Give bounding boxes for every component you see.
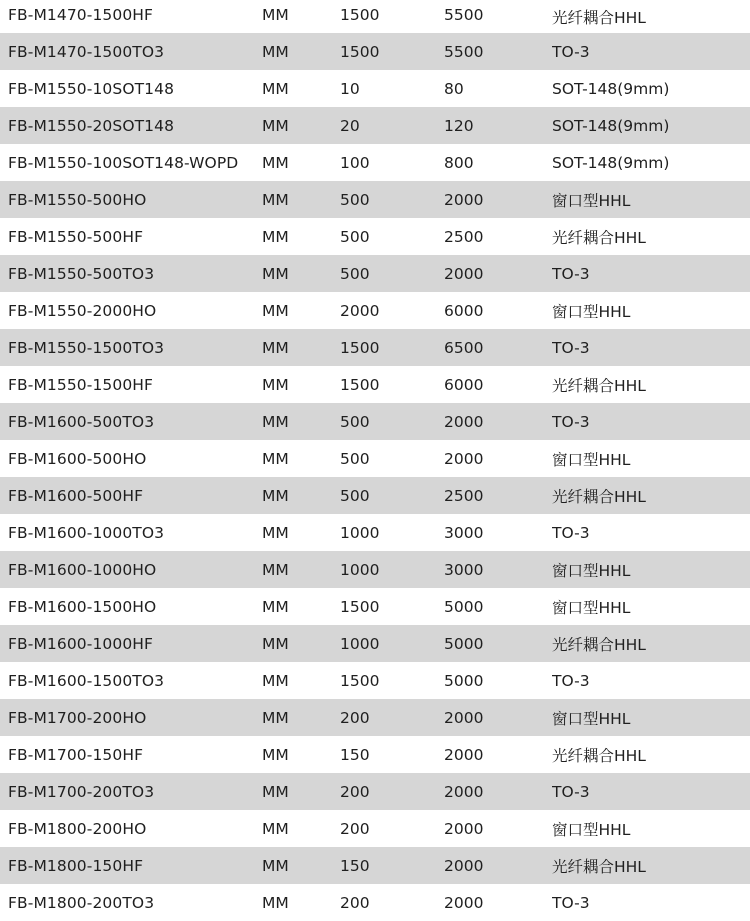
model-cell: FB-M1550-1500HF	[8, 375, 154, 394]
min-value-cell: 10	[340, 79, 360, 98]
table-row	[0, 255, 750, 292]
min-value-cell: 200	[340, 819, 370, 838]
unit-cell: MM	[262, 523, 289, 542]
model-cell: FB-M1600-500HF	[8, 486, 144, 505]
package-cell: TO-3	[552, 893, 590, 912]
package-cell: 窗口型HHL	[552, 191, 631, 210]
model-cell: FB-M1700-200HO	[8, 708, 147, 727]
max-value-cell: 3000	[444, 523, 484, 542]
unit-cell: MM	[262, 190, 289, 209]
min-value-cell: 1500	[340, 6, 380, 24]
package-cell: 光纤耦合HHL	[552, 376, 646, 395]
table-row	[0, 884, 750, 921]
min-value-cell: 1500	[340, 338, 380, 357]
table-row	[0, 625, 750, 662]
min-value-cell: 1500	[340, 671, 380, 690]
max-value-cell: 2000	[444, 449, 484, 468]
table-row	[0, 477, 750, 514]
max-value-cell: 2000	[444, 412, 484, 431]
model-cell: FB-M1550-500HO	[8, 190, 147, 209]
max-value-cell: 120	[444, 116, 474, 135]
unit-cell: MM	[262, 486, 289, 505]
model-cell: FB-M1550-100SOT148-WOPD	[8, 153, 239, 172]
model-cell: FB-M1470-1500TO3	[8, 42, 165, 61]
package-cell: 光纤耦合HHL	[552, 228, 646, 247]
table-row	[0, 33, 750, 70]
model-cell: FB-M1800-150HF	[8, 856, 144, 875]
unit-cell: MM	[262, 79, 289, 98]
min-value-cell: 200	[340, 708, 370, 727]
package-cell: 光纤耦合HHL	[552, 487, 646, 506]
table-row	[0, 70, 750, 107]
unit-cell: MM	[262, 597, 289, 616]
min-value-cell: 200	[340, 782, 370, 801]
model-cell: FB-M1550-1500TO3	[8, 338, 165, 357]
model-cell: FB-M1700-150HF	[8, 745, 144, 764]
package-cell: 光纤耦合HHL	[552, 857, 646, 876]
max-value-cell: 800	[444, 153, 474, 172]
package-cell: 窗口型HHL	[552, 302, 631, 321]
max-value-cell: 5000	[444, 671, 484, 690]
model-cell: FB-M1600-1000TO3	[8, 523, 165, 542]
package-cell: TO-3	[552, 782, 590, 801]
min-value-cell: 500	[340, 449, 370, 468]
min-value-cell: 2000	[340, 301, 380, 320]
unit-cell: MM	[262, 227, 289, 246]
min-value-cell: 150	[340, 745, 370, 764]
max-value-cell: 2000	[444, 190, 484, 209]
table-row	[0, 662, 750, 699]
unit-cell: MM	[262, 856, 289, 875]
table-row	[0, 107, 750, 144]
model-cell: FB-M1550-500HF	[8, 227, 144, 246]
min-value-cell: 500	[340, 264, 370, 283]
table-row	[0, 329, 750, 366]
table-row	[0, 588, 750, 625]
unit-cell: MM	[262, 6, 289, 24]
unit-cell: MM	[262, 745, 289, 764]
unit-cell: MM	[262, 634, 289, 653]
package-cell: 光纤耦合HHL	[552, 635, 646, 654]
model-cell: FB-M1800-200TO3	[8, 893, 155, 912]
unit-cell: MM	[262, 560, 289, 579]
table-row	[0, 847, 750, 884]
max-value-cell: 5000	[444, 634, 484, 653]
package-cell: SOT-148(9mm)	[552, 79, 670, 98]
unit-cell: MM	[262, 893, 289, 912]
table-row	[0, 403, 750, 440]
max-value-cell: 2500	[444, 486, 484, 505]
unit-cell: MM	[262, 116, 289, 135]
model-cell: FB-M1550-500TO3	[8, 264, 155, 283]
table-row	[0, 514, 750, 551]
min-value-cell: 1000	[340, 560, 380, 579]
package-cell: 窗口型HHL	[552, 598, 631, 617]
min-value-cell: 200	[340, 893, 370, 912]
table-row	[0, 144, 750, 181]
min-value-cell: 150	[340, 856, 370, 875]
package-cell: TO-3	[552, 671, 590, 690]
max-value-cell: 80	[444, 79, 464, 98]
model-cell: FB-M1550-10SOT148	[8, 79, 175, 98]
model-cell: FB-M1800-200HO	[8, 819, 147, 838]
unit-cell: MM	[262, 819, 289, 838]
package-cell: 窗口型HHL	[552, 820, 631, 839]
min-value-cell: 1500	[340, 42, 380, 61]
max-value-cell: 6000	[444, 375, 484, 394]
unit-cell: MM	[262, 782, 289, 801]
package-cell: TO-3	[552, 338, 590, 357]
package-cell: 光纤耦合HHL	[552, 9, 646, 27]
table-row	[0, 366, 750, 403]
max-value-cell: 3000	[444, 560, 484, 579]
min-value-cell: 1000	[340, 523, 380, 542]
max-value-cell: 5000	[444, 597, 484, 616]
package-cell: 窗口型HHL	[552, 709, 631, 728]
table-row	[0, 292, 750, 329]
model-cell: FB-M1600-500TO3	[8, 412, 155, 431]
max-value-cell: 2000	[444, 264, 484, 283]
max-value-cell: 2000	[444, 708, 484, 727]
max-value-cell: 2000	[444, 819, 484, 838]
package-cell: TO-3	[552, 264, 590, 283]
max-value-cell: 2000	[444, 893, 484, 912]
package-cell: 窗口型HHL	[552, 450, 631, 469]
max-value-cell: 2000	[444, 856, 484, 875]
min-value-cell: 20	[340, 116, 360, 135]
table-row	[0, 218, 750, 255]
min-value-cell: 500	[340, 190, 370, 209]
package-cell: SOT-148(9mm)	[552, 153, 670, 172]
model-cell: FB-M1600-1500HO	[8, 597, 157, 616]
min-value-cell: 100	[340, 153, 370, 172]
model-cell: FB-M1700-200TO3	[8, 782, 155, 801]
table-row	[0, 699, 750, 736]
table-row	[0, 810, 750, 847]
package-cell: TO-3	[552, 523, 590, 542]
model-cell: FB-M1470-1500HF	[8, 6, 154, 24]
package-cell: TO-3	[552, 412, 590, 431]
model-cell: FB-M1600-500HO	[8, 449, 147, 468]
model-cell: FB-M1550-2000HO	[8, 301, 157, 320]
max-value-cell: 5500	[444, 6, 484, 24]
table-row	[0, 551, 750, 588]
min-value-cell: 1500	[340, 597, 380, 616]
table-row	[0, 736, 750, 773]
max-value-cell: 5500	[444, 42, 484, 61]
model-cell: FB-M1600-1000HF	[8, 634, 154, 653]
unit-cell: MM	[262, 708, 289, 727]
table-row	[0, 773, 750, 810]
model-cell: FB-M1600-1000HO	[8, 560, 157, 579]
table-row	[0, 440, 750, 477]
table-row	[0, 0, 750, 33]
package-cell: 光纤耦合HHL	[552, 746, 646, 765]
unit-cell: MM	[262, 412, 289, 431]
unit-cell: MM	[262, 338, 289, 357]
model-cell: FB-M1600-1500TO3	[8, 671, 165, 690]
min-value-cell: 1500	[340, 375, 380, 394]
unit-cell: MM	[262, 671, 289, 690]
max-value-cell: 6000	[444, 301, 484, 320]
package-cell: TO-3	[552, 42, 590, 61]
unit-cell: MM	[262, 42, 289, 61]
package-cell: 窗口型HHL	[552, 561, 631, 580]
model-cell: FB-M1550-20SOT148	[8, 116, 175, 135]
max-value-cell: 2000	[444, 782, 484, 801]
max-value-cell: 2500	[444, 227, 484, 246]
unit-cell: MM	[262, 153, 289, 172]
min-value-cell: 500	[340, 412, 370, 431]
min-value-cell: 500	[340, 486, 370, 505]
min-value-cell: 1000	[340, 634, 380, 653]
min-value-cell: 500	[340, 227, 370, 246]
unit-cell: MM	[262, 301, 289, 320]
unit-cell: MM	[262, 375, 289, 394]
max-value-cell: 6500	[444, 338, 484, 357]
unit-cell: MM	[262, 264, 289, 283]
unit-cell: MM	[262, 449, 289, 468]
max-value-cell: 2000	[444, 745, 484, 764]
table-row	[0, 181, 750, 218]
package-cell: SOT-148(9mm)	[552, 116, 670, 135]
